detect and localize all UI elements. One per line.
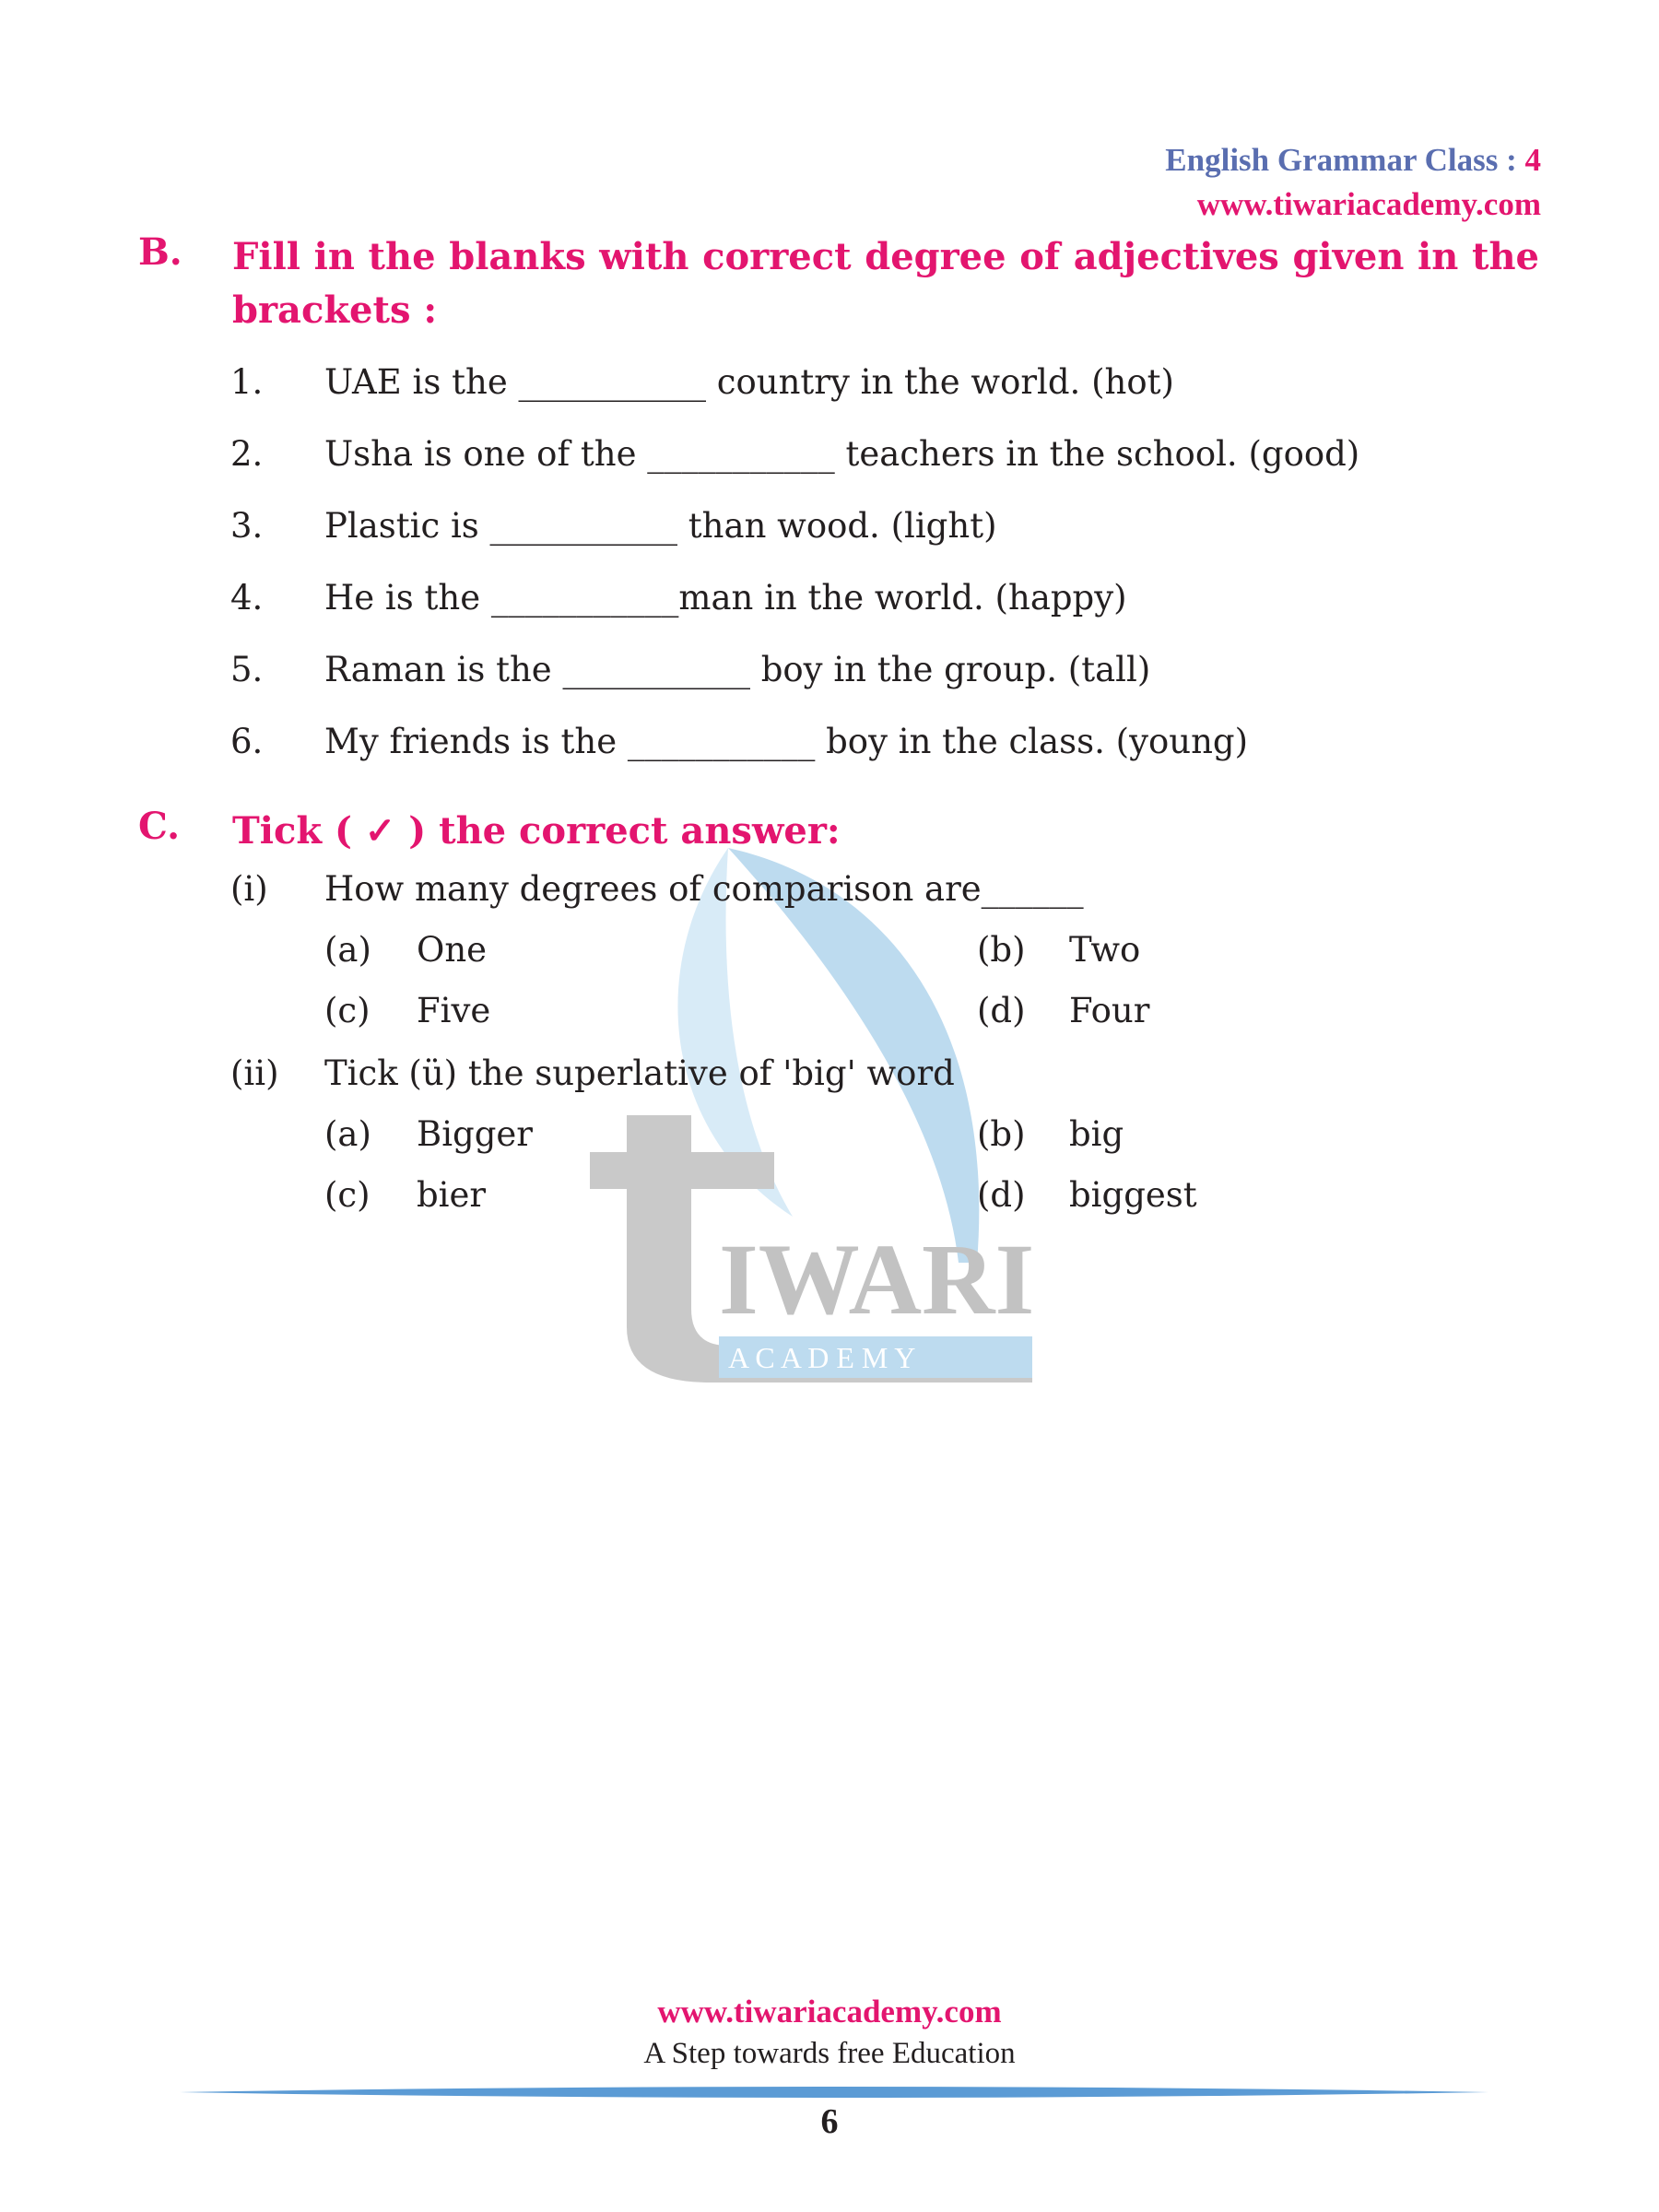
question-text: How many degrees of comparison are______ <box>324 869 1084 909</box>
page-number: 6 <box>820 2102 839 2141</box>
item-number: 1. <box>230 362 264 402</box>
option-text: Bigger <box>417 1114 533 1154</box>
item-text: He is the ___________man in the world. (happy) <box>324 578 1127 618</box>
item-number: 2. <box>230 434 264 474</box>
option-text: Five <box>417 991 491 1030</box>
option-text: biggest <box>1069 1175 1197 1215</box>
option-text: big <box>1069 1114 1124 1154</box>
header-url[interactable]: www.tiwariacademy.com <box>1196 186 1541 222</box>
list-item <box>230 575 1429 647</box>
item-text: Usha is one of the ___________ teachers in the school. (good) <box>324 434 1360 474</box>
option-text: Two <box>1069 930 1141 970</box>
option-d[interactable] <box>977 988 1149 1034</box>
question-2 <box>230 1051 1475 1233</box>
option-row <box>230 1112 1475 1172</box>
option-b[interactable] <box>977 1112 1124 1158</box>
option-text: bier <box>417 1175 487 1215</box>
option-label: (c) <box>324 1175 371 1215</box>
item-text: My friends is the ___________ boy in the class. (young) <box>324 722 1249 761</box>
item-text: Plastic is ___________ than wood. (light) <box>324 506 997 546</box>
section-b-letter: B. <box>138 230 182 274</box>
option-label: (d) <box>977 1175 1026 1215</box>
header-title <box>1165 138 1541 182</box>
option-a[interactable] <box>324 1112 533 1158</box>
option-b[interactable] <box>977 927 1140 973</box>
item-number: 4. <box>230 578 264 618</box>
option-label: (a) <box>324 1114 371 1154</box>
section-c-letter: C. <box>138 805 181 848</box>
watermark-brand: IWARI <box>719 1223 1035 1335</box>
question-1 <box>230 866 1475 1049</box>
section-b <box>138 230 1539 337</box>
question-number: (ii) <box>230 1053 279 1093</box>
option-c[interactable] <box>324 1172 486 1218</box>
footer-divider <box>180 2085 1488 2100</box>
section-b-heading: Fill in the blanks with correct degree of adjectives given in the brackets : <box>232 235 1539 332</box>
header-class-number: 4 <box>1524 142 1541 178</box>
option-c[interactable] <box>324 988 490 1034</box>
item-number: 6. <box>230 722 264 761</box>
question-row <box>230 866 1475 927</box>
item-number: 5. <box>230 650 264 689</box>
option-text: Four <box>1069 991 1150 1030</box>
option-label: (b) <box>977 1114 1026 1154</box>
list-item <box>230 359 1429 431</box>
page-header <box>1165 138 1541 227</box>
option-label: (a) <box>324 930 371 970</box>
option-label: (c) <box>324 991 371 1030</box>
list-item <box>230 503 1429 575</box>
footer-tagline: A Step towards free Education <box>643 2037 1016 2070</box>
item-text: Raman is the ___________ boy in the group. (tall) <box>324 650 1151 689</box>
question-number: (i) <box>230 869 268 909</box>
item-text: UAE is the ___________ country in the world. (hot) <box>324 362 1174 402</box>
watermark-sub: A C A D E M Y <box>728 1341 916 1374</box>
option-text: One <box>417 930 488 970</box>
list-item <box>230 431 1429 503</box>
option-d[interactable] <box>977 1172 1197 1218</box>
option-row <box>230 1172 1475 1233</box>
option-a[interactable] <box>324 927 487 973</box>
section-c <box>138 805 1539 858</box>
option-label: (d) <box>977 991 1026 1030</box>
section-c-heading: Tick ( ✓ ) the correct answer: <box>232 809 841 853</box>
option-row <box>230 988 1475 1049</box>
item-number: 3. <box>230 506 264 546</box>
option-label: (b) <box>977 930 1026 970</box>
question-text: Tick (ü) the superlative of 'big' word <box>324 1053 955 1093</box>
list-item <box>230 647 1429 719</box>
header-title-prefix: English Grammar Class : <box>1165 142 1525 178</box>
option-row <box>230 927 1475 988</box>
footer-url[interactable]: www.tiwariacademy.com <box>657 1994 1002 2030</box>
fill-in-blanks-list <box>230 359 1429 791</box>
list-item <box>230 719 1429 791</box>
page-footer <box>0 1991 1659 2074</box>
question-row <box>230 1051 1475 1112</box>
